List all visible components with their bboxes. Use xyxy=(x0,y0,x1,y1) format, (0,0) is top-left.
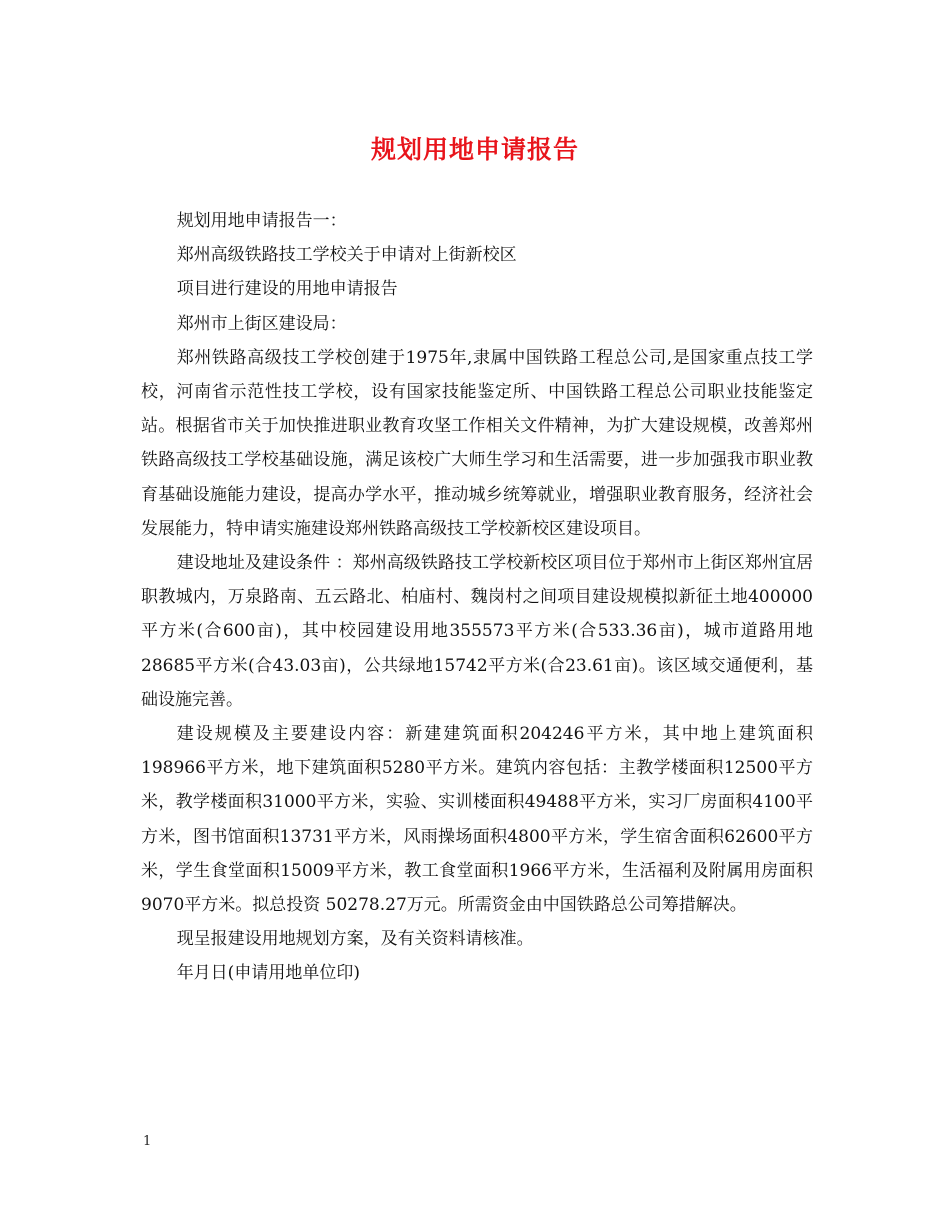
paragraph-construction-scale: 建设规模及主要建设内容：新建建筑面积204246平方米，其中地上建筑面积198966平方米，地下建筑面积5280平方米。建筑内容包括：主教学楼面积12500平方米，教学楼面积31000平方米，实验、实训楼面积49488平方米，实习厂房面积4100平方米，图书馆面积13731平方米，风雨操场面积4800平方米，学生宿舍面积62600平方米，学生食堂面积15009平方米，教工食堂面积1966平方米，生活福利及附属用房面积9070平方米。拟总投资 50278.27万元。所需资金由中国铁路总公司筹措解决。 xyxy=(141,724,813,916)
paragraph-date-seal: 年月日(申请用地单位印) xyxy=(176,963,360,984)
paragraph-subject-line-2: 项目进行建设的用地申请报告 xyxy=(176,279,398,300)
document-title: 规划用地申请报告 xyxy=(370,135,579,164)
document-body xyxy=(141,204,813,991)
paragraph-heading: 规划用地申请报告一： xyxy=(176,211,347,231)
paragraph-subject-line-1: 郑州高级铁路技工学校关于申请对上街新校区 xyxy=(176,245,517,266)
paragraph-introduction: 郑州铁路高级技工学校创建于1975年,隶属中国铁路工程总公司,是国家重点技工学校，河南省示范性技工学校，设有国家技能鉴定所、中国铁路工程总公司职业技能鉴定站。根据省市关于加快推进职业教育攻坚工作相关文件精神，为扩大建设规模，改善郑州铁路高级技工学校基础设施，满足该校广大师生学习和生活需要，进一步加强我市职业教育基础设施能力建设，提高办学水平，推动城乡统筹就业，增强职业教育服务，经济社会发展能力，特申请实施建设郑州铁路高级技工学校新校区建设项目。 xyxy=(141,347,813,539)
paragraph-request: 现呈报建设用地规划方案，及有关资料请核准。 xyxy=(176,929,534,950)
page-number: 1 xyxy=(143,1134,152,1149)
paragraph-addressee: 郑州市上街区建设局： xyxy=(176,313,347,334)
paragraph-site-conditions: 建设地址及建设条件 ：郑州高级铁路技工学校新校区项目位于郑州市上街区郑州宜居职教城内，万泉路南、五云路北、柏庙村、魏岗村之间项目建设规模拟新征土地400000平方米(合600亩)，其中校园建设用地355573平方米(合533.36亩)，城市道路用地28685平方米(合43.03亩)，公共绿地15742平方米(合23.61亩)。该区域交通便利，基础设施完善。 xyxy=(141,553,813,710)
